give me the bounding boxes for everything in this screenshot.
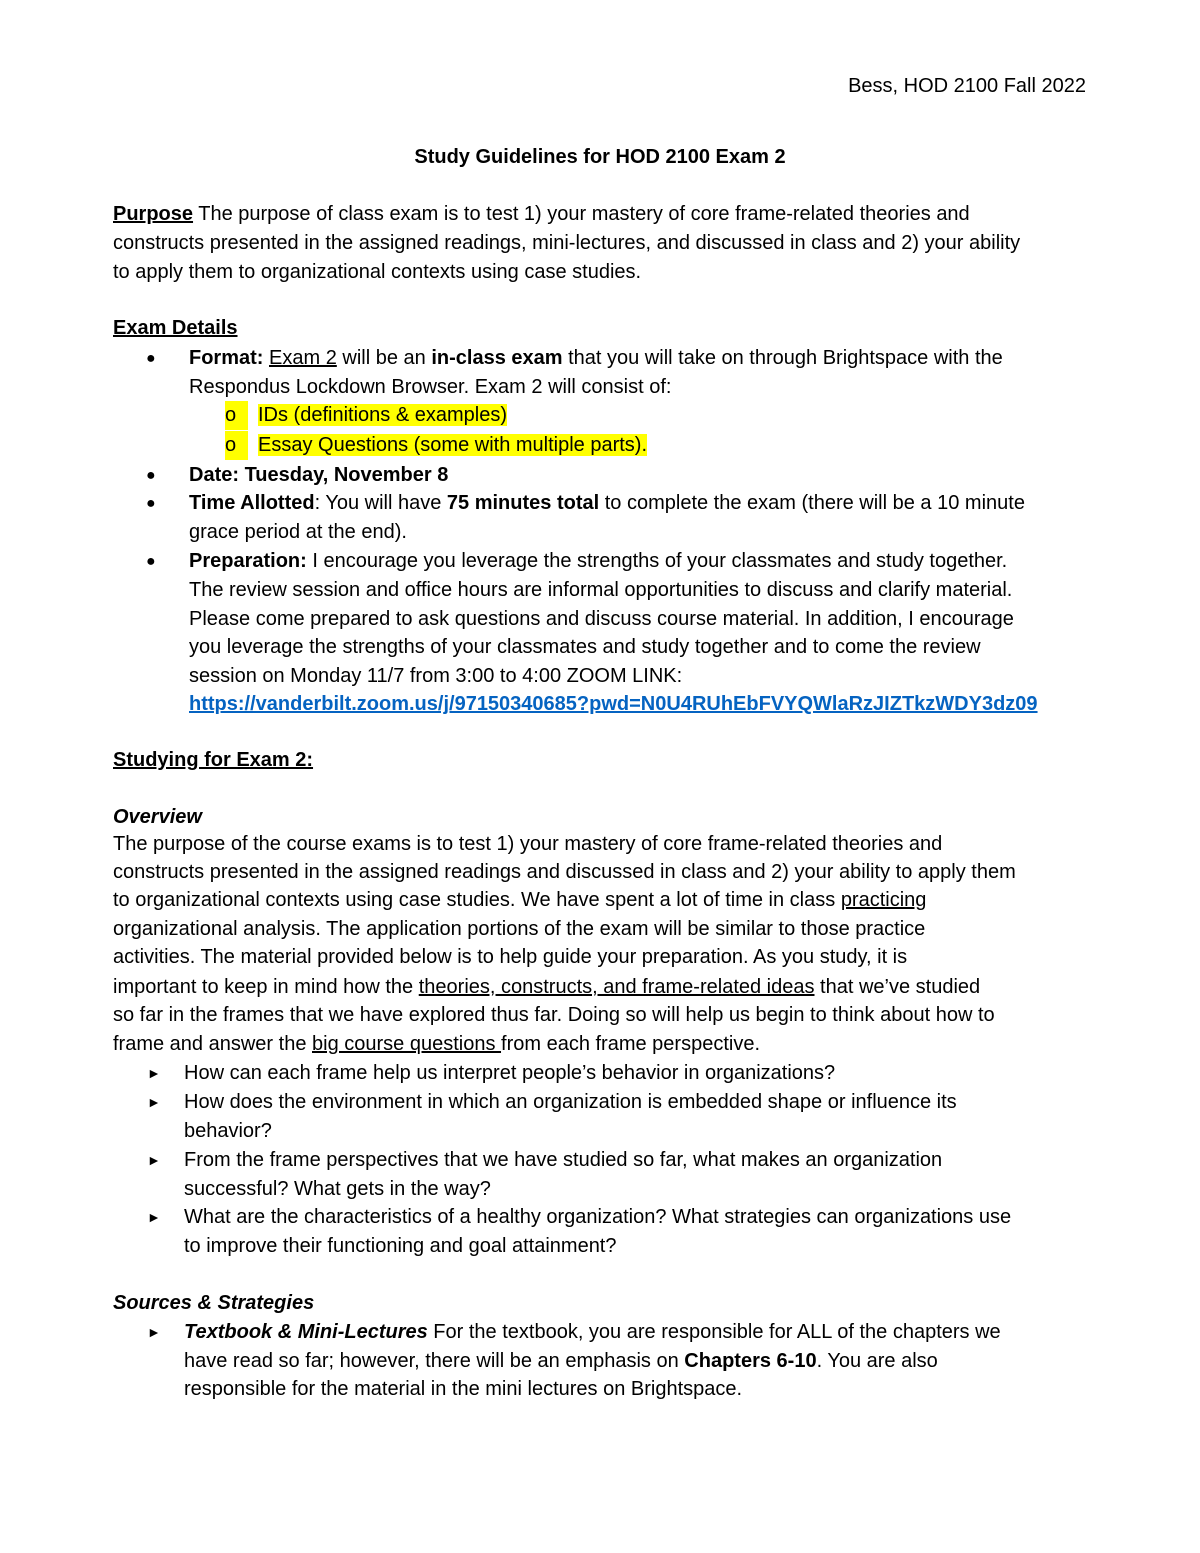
sources-heading: Sources & Strategies bbox=[113, 1292, 315, 1314]
purpose-line-2: constructs presented in the assigned readings, mini-lectures, and discussed in class and 2) your ability bbox=[113, 232, 1021, 254]
prep-line-2: The review session and office hours are informal opportunities to discuss and clarify material. bbox=[189, 579, 1013, 601]
circle-bullet-icon: o bbox=[225, 431, 248, 460]
overview-line-2: constructs presented in the assigned readings and discussed in class and 2) your ability to apply them bbox=[113, 861, 1016, 883]
exam-2-link: Exam 2 bbox=[269, 347, 337, 369]
bullet-icon: ● bbox=[146, 467, 156, 484]
sub-item-essays: Essay Questions (some with multiple parts). bbox=[258, 434, 648, 456]
format-line-2: Respondus Lockdown Browser. Exam 2 will consist of: bbox=[189, 376, 672, 398]
prep-line-5: session on Monday 11/7 from 3:00 to 4:00 ZOOM LINK: bbox=[189, 665, 683, 687]
overview-line-8: frame and answer the big course questions from each frame perspective. bbox=[113, 1033, 761, 1055]
circle-bullet-icon: o bbox=[225, 401, 248, 430]
question-2-line-1: How does the environment in which an organization is embedded shape or influence its bbox=[184, 1091, 957, 1113]
question-3-line-2: successful? What gets in the way? bbox=[184, 1178, 491, 1200]
format-line-1: Format: Exam 2 will be an in-class exam that you will take on through Brightspace with the bbox=[189, 347, 1003, 369]
prep-line-1: Preparation: I encourage you leverage the strengths of your classmates and study together. bbox=[189, 550, 1008, 572]
time-line-2: grace period at the end). bbox=[189, 521, 407, 543]
purpose-label: Purpose bbox=[113, 203, 194, 225]
exam-details-heading: Exam Details bbox=[113, 317, 238, 339]
studying-heading: Studying for Exam 2: bbox=[113, 749, 314, 771]
question-1: How can each frame help us interpret people’s behavior in organizations? bbox=[184, 1062, 836, 1084]
triangle-bullet-icon: ► bbox=[147, 1152, 161, 1168]
bullet-icon: ● bbox=[146, 553, 156, 570]
overview-line-5: activities. The material provided below is to help guide your preparation. As you study, it is bbox=[113, 946, 908, 968]
time-line-1: Time Allotted: You will have 75 minutes total to complete the exam (there will be a 10 minute bbox=[189, 492, 1025, 514]
sub-item-ids: IDs (definitions & examples) bbox=[258, 404, 507, 426]
overview-line-3: to organizational contexts using case studies. We have spent a lot of time in class practicing bbox=[113, 889, 927, 911]
bullet-icon: ● bbox=[146, 350, 156, 367]
triangle-bullet-icon: ► bbox=[147, 1209, 161, 1225]
overview-line-1: The purpose of the course exams is to test 1) your mastery of core frame-related theories and bbox=[113, 833, 943, 855]
textbook-line-1: Textbook & Mini-Lectures For the textbook, you are responsible for ALL of the chapters we bbox=[184, 1321, 1001, 1343]
date-line: Date: Tuesday, November 8 bbox=[189, 464, 449, 486]
overview-line-6: important to keep in mind how the theories, constructs, and frame-related ideas that we’ve studied bbox=[113, 976, 981, 998]
prep-line-4: you leverage the strengths of your classmates and study together and to come the review bbox=[189, 636, 981, 658]
overview-heading: Overview bbox=[113, 806, 202, 828]
question-4-line-1: What are the characteristics of a healthy organization? What strategies can organizations use bbox=[184, 1206, 1012, 1228]
purpose-line-3: to apply them to organizational contexts using case studies. bbox=[113, 261, 642, 283]
triangle-bullet-icon: ► bbox=[147, 1324, 161, 1340]
textbook-line-3: responsible for the material in the mini lectures on Brightspace. bbox=[184, 1378, 743, 1400]
question-3-line-1: From the frame perspectives that we have studied so far, what makes an organization bbox=[184, 1149, 943, 1171]
course-header: Bess, HOD 2100 Fall 2022 bbox=[848, 75, 1086, 97]
textbook-line-2: have read so far; however, there will be an emphasis on Chapters 6-10. You are also bbox=[184, 1350, 938, 1372]
page-title: Study Guidelines for HOD 2100 Exam 2 bbox=[414, 146, 786, 168]
triangle-bullet-icon: ► bbox=[147, 1065, 161, 1081]
question-4-line-2: to improve their functioning and goal attainment? bbox=[184, 1235, 617, 1257]
zoom-link[interactable]: https://vanderbilt.zoom.us/j/97150340685?pwd=N0U4RUhEbFVYQWlaRzJIZTkzWDY3dz09 bbox=[189, 693, 1038, 715]
overview-line-7: so far in the frames that we have explored thus far. Doing so will help us begin to think about how to bbox=[113, 1004, 995, 1026]
purpose-line-1: Purpose The purpose of class exam is to test 1) your mastery of core frame-related theories and bbox=[113, 203, 970, 225]
overview-line-4: organizational analysis. The application portions of the exam will be similar to those practice bbox=[113, 918, 926, 940]
bullet-icon: ● bbox=[146, 495, 156, 512]
question-2-line-2: behavior? bbox=[184, 1120, 272, 1142]
prep-line-3: Please come prepared to ask questions and discuss course material. In addition, I encourage bbox=[189, 608, 1014, 630]
triangle-bullet-icon: ► bbox=[147, 1094, 161, 1110]
